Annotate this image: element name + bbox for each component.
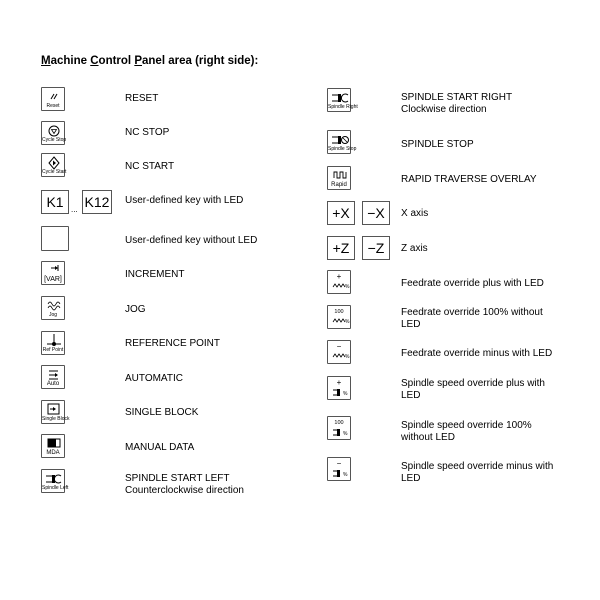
section-title: Machine Control Panel area (right side): xyxy=(41,55,259,67)
user-key-led-icon: K1 xyxy=(41,190,69,214)
increment-label: INCREMENT xyxy=(125,269,185,280)
rapid-icon: Rapid xyxy=(327,166,351,190)
user-key-no-led-label: User-defined key without LED xyxy=(125,235,258,246)
rapid-traverse-label: RAPID TRAVERSE OVERLAY xyxy=(401,174,537,185)
spindle-100-icon: 100 % xyxy=(327,416,351,440)
single-block-icon: Single Block xyxy=(41,400,65,424)
automatic-label: AUTOMATIC xyxy=(125,373,183,384)
nc-start-label: NC START xyxy=(125,161,175,172)
spindle-100-label: Spindle speed override 100% without LED xyxy=(401,420,532,443)
spindle-right-icon: Spindle Right xyxy=(327,88,351,112)
x-axis-minus-key: −X xyxy=(362,201,390,225)
reset-icon: Reset xyxy=(41,87,65,111)
feed-plus-icon: + % xyxy=(327,270,351,294)
feed-100-icon: 100 % xyxy=(327,305,351,329)
spindle-stop-label: SPINDLE STOP xyxy=(401,139,474,150)
increment-icon: [VAR] xyxy=(41,261,65,285)
spindle-start-left-label: SPINDLE START LEFT Counterclockwise direction xyxy=(125,473,244,496)
svg-text:%: % xyxy=(345,354,350,360)
mda-icon: MDA xyxy=(41,434,65,458)
single-block-label: SINGLE BLOCK xyxy=(125,407,199,418)
blank-key-icon xyxy=(41,226,69,251)
jog-label: JOG xyxy=(125,304,146,315)
manual-data-label: MANUAL DATA xyxy=(125,442,195,453)
feed-minus-label: Feedrate override minus with LED xyxy=(401,348,553,359)
nc-stop-label: NC STOP xyxy=(125,127,170,138)
user-key-led-label: User-defined key with LED xyxy=(125,195,244,206)
cycle-start-icon: Cycle Start xyxy=(41,153,65,177)
feed-100-label: Feedrate override 100% without LED xyxy=(401,307,543,330)
feed-minus-icon: − % xyxy=(327,340,351,364)
spindle-start-right-label: SPINDLE START RIGHT Clockwise direction xyxy=(401,92,513,115)
z-axis-label: Z axis xyxy=(401,243,428,254)
svg-text:%: % xyxy=(345,319,350,325)
spindle-left-icon: Spindle Left xyxy=(41,469,65,493)
svg-text:%: % xyxy=(345,284,350,290)
reference-point-label: REFERENCE POINT xyxy=(125,338,221,349)
auto-icon: Auto xyxy=(41,365,65,389)
reset-label: RESET xyxy=(125,93,159,104)
svg-text:%: % xyxy=(343,472,348,478)
z-axis-icon: +Z xyxy=(327,236,355,260)
cycle-stop-icon: Cycle Stop xyxy=(41,121,65,145)
ref-point-icon: Ref Point xyxy=(41,331,65,355)
feed-plus-label: Feedrate override plus with LED xyxy=(401,278,544,289)
svg-text:%: % xyxy=(343,391,348,397)
spindle-plus-label: Spindle speed override plus with LED xyxy=(401,378,545,401)
x-axis-label: X axis xyxy=(401,208,429,219)
z-axis-minus-key: −Z xyxy=(362,236,390,260)
spindle-plus-icon: + % xyxy=(327,376,351,400)
spindle-minus-label: Spindle speed override minus with LED xyxy=(401,461,554,484)
svg-text:%: % xyxy=(343,431,348,437)
spindle-stop-icon: Spindle Stop xyxy=(327,130,351,154)
x-axis-icon: +X xyxy=(327,201,355,225)
jog-icon: Jog xyxy=(41,296,65,320)
key-range-separator: ... xyxy=(71,205,78,214)
user-key-k12: K12 xyxy=(82,190,112,214)
spindle-minus-icon: − % xyxy=(327,457,351,481)
